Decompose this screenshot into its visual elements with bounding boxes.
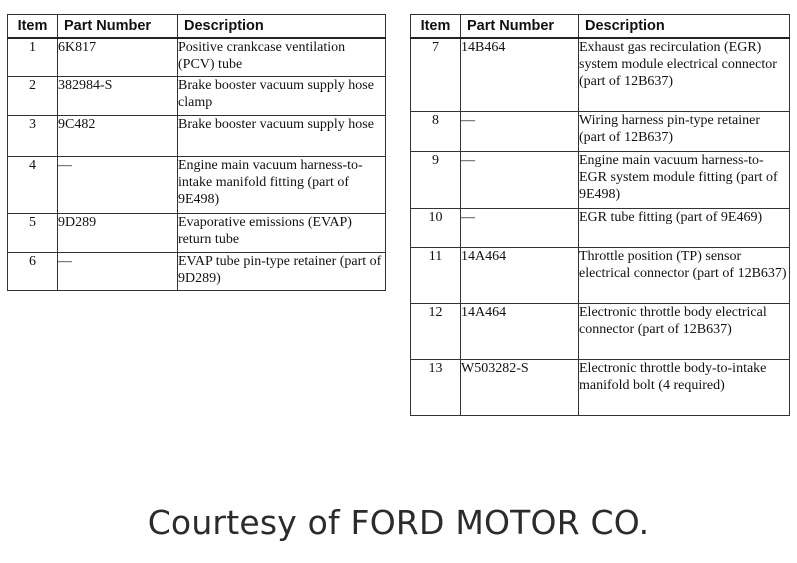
- table-row: [411, 112, 790, 152]
- part-description: EGR tube fitting (part of 9E469): [579, 209, 790, 248]
- part-number: 9C482: [58, 116, 178, 157]
- parts-table-left: [7, 14, 386, 291]
- part-description: Positive crankcase ventilation (PCV) tube: [178, 38, 386, 77]
- part-description: EVAP tube pin-type retainer (part of 9D289): [178, 253, 386, 291]
- part-description: Exhaust gas recirculation (EGR) system module electrical connector (part of 12B637): [579, 38, 790, 112]
- table-row: [411, 248, 790, 304]
- part-number: 14B464: [461, 38, 579, 112]
- header-description: Description: [178, 15, 386, 39]
- item-number: 13: [411, 360, 461, 416]
- table-row: [411, 360, 790, 416]
- table-row: [8, 253, 386, 291]
- part-number: 14A464: [461, 304, 579, 360]
- table-row: [411, 38, 790, 112]
- item-number: 4: [8, 157, 58, 214]
- part-description: Evaporative emissions (EVAP) return tube: [178, 214, 386, 253]
- part-number: —: [58, 157, 178, 214]
- part-number: 382984-S: [58, 77, 178, 116]
- header-item: Item: [8, 15, 58, 39]
- item-number: 10: [411, 209, 461, 248]
- header-part-number: Part Number: [461, 15, 579, 39]
- header-row: [411, 15, 790, 39]
- table-row: [8, 77, 386, 116]
- item-number: 3: [8, 116, 58, 157]
- item-number: 12: [411, 304, 461, 360]
- item-number: 11: [411, 248, 461, 304]
- part-description: Brake booster vacuum supply hose: [178, 116, 386, 157]
- part-description: Wiring harness pin-type retainer (part of 12B637): [579, 112, 790, 152]
- part-description: Brake booster vacuum supply hose clamp: [178, 77, 386, 116]
- part-description: Engine main vacuum harness-to-intake manifold fitting (part of 9E498): [178, 157, 386, 214]
- part-number: W503282-S: [461, 360, 579, 416]
- part-number: —: [58, 253, 178, 291]
- part-description: Electronic throttle body-to-intake manifold bolt (4 required): [579, 360, 790, 416]
- table-row: [411, 152, 790, 209]
- item-number: 2: [8, 77, 58, 116]
- item-number: 8: [411, 112, 461, 152]
- table-row: [8, 214, 386, 253]
- item-number: 7: [411, 38, 461, 112]
- table-row: [8, 38, 386, 77]
- table-row: [8, 116, 386, 157]
- part-number: —: [461, 209, 579, 248]
- part-number: 9D289: [58, 214, 178, 253]
- header-part-number: Part Number: [58, 15, 178, 39]
- part-description: Throttle position (TP) sensor electrical connector (part of 12B637): [579, 248, 790, 304]
- part-number: 6K817: [58, 38, 178, 77]
- table-row: [411, 209, 790, 248]
- part-description: Electronic throttle body electrical connector (part of 12B637): [579, 304, 790, 360]
- part-number: —: [461, 152, 579, 209]
- header-description: Description: [579, 15, 790, 39]
- courtesy-caption: Courtesy of FORD MOTOR CO.: [147, 503, 650, 542]
- header-item: Item: [411, 15, 461, 39]
- item-number: 1: [8, 38, 58, 77]
- header-row: [8, 15, 386, 39]
- item-number: 5: [8, 214, 58, 253]
- item-number: 9: [411, 152, 461, 209]
- part-number: 14A464: [461, 248, 579, 304]
- table-row: [411, 304, 790, 360]
- parts-table-right: [410, 14, 790, 416]
- table-row: [8, 157, 386, 214]
- part-description: Engine main vacuum harness-to-EGR system module fitting (part of 9E498): [579, 152, 790, 209]
- part-number: —: [461, 112, 579, 152]
- item-number: 6: [8, 253, 58, 291]
